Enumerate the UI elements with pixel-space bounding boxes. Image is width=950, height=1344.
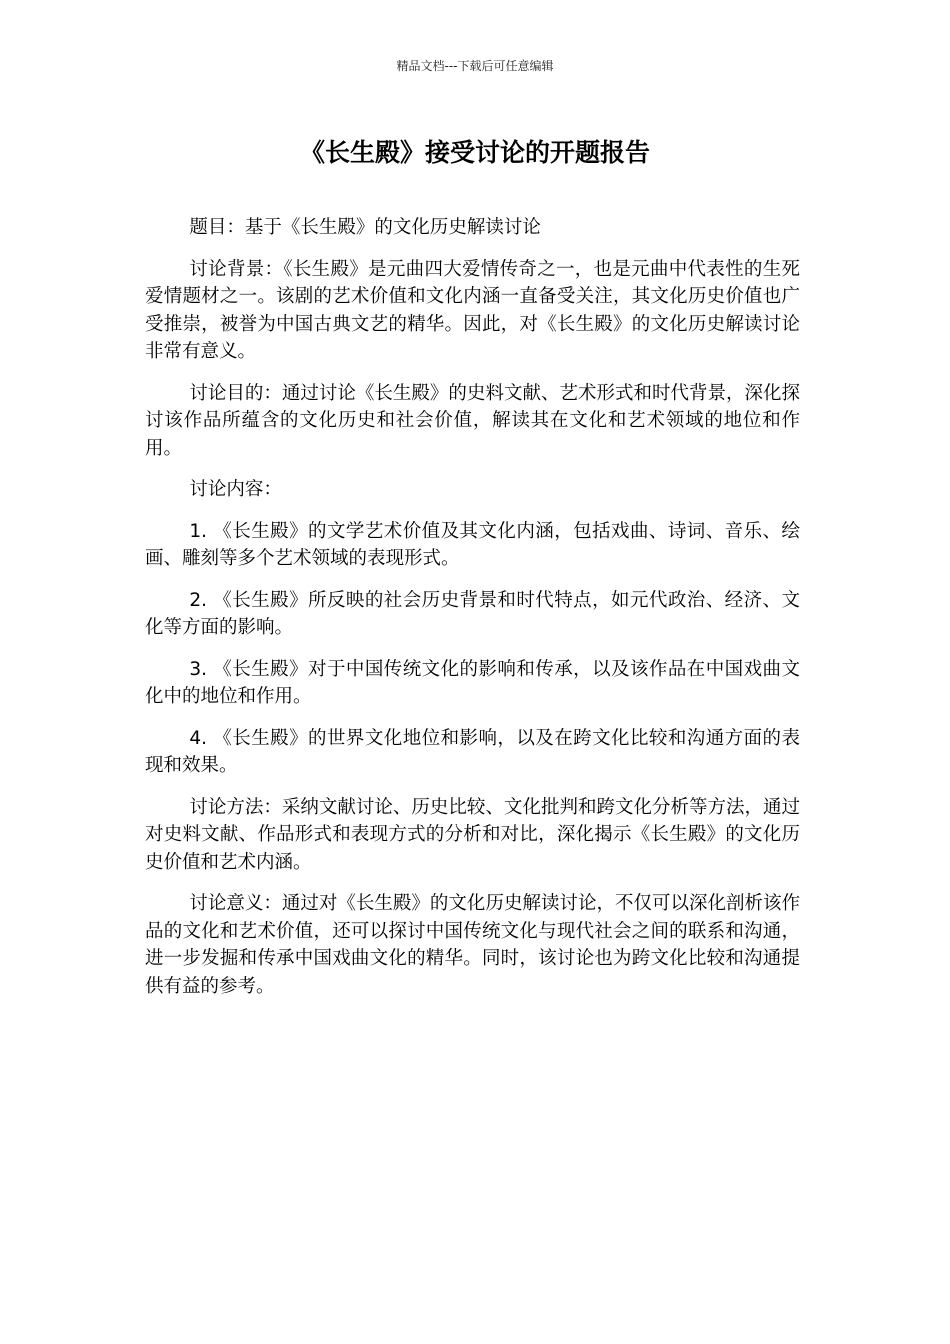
paragraph-content-item-3: 3. 《长生殿》对于中国传统文化的影响和传承，以及该作品在中国戏曲文化中的地位和作用。 [145,658,800,707]
paragraph-content-item-1: 1. 《长生殿》的文学艺术价值及其文化内涵，包括戏曲、诗词、音乐、绘画、雕刻等多个艺术领域的表现形式。 [145,520,800,569]
paragraph-content-item-2: 2. 《长生殿》所反映的社会历史背景和时代特点，如元代政治、经济、文化等方面的影响。 [145,589,800,638]
paragraph-content-heading: 讨论内容： [189,479,282,500]
paragraph-content-item-4: 4. 《长生殿》的世界文化地位和影响，以及在跨文化比较和沟通方面的表现和效果。 [145,727,800,776]
paragraph-background: 讨论背景：《长生殿》是元曲四大爱情传奇之一，也是元曲中代表性的生死爱情题材之一。该剧的艺术价值和文化内涵一直备受关注，其文化历史价值也广受推崇，被誉为中国古典文艺的精华。因此，对《长生殿》的文化历史解读讨论非常有意义。 [145,258,800,362]
document-title: 《长生殿》接受讨论的开题报告 [299,138,650,167]
header-note: 精品文档---下载后可任意编辑 [396,59,554,73]
document-body [145,214,800,1014]
paragraph-purpose: 讨论目的：通过讨论《长生殿》的史料文献、艺术形式和时代背景，深化探讨该作品所蕴含的文化历史和社会价值，解读其在文化和艺术领域的地位和作用。 [145,382,800,459]
paragraph-method: 讨论方法：采纳文献讨论、历史比较、文化批判和跨文化分析等方法，通过对史料文献、作品形式和表现方式的分析和对比，深化揭示《长生殿》的文化历史价值和艺术内涵。 [145,796,800,873]
paragraph-topic: 题目：基于《长生殿》的文化历史解读讨论 [189,217,541,238]
paragraph-significance: 讨论意义：通过对《长生殿》的文化历史解读讨论，不仅可以深化剖析该作品的文化和艺术价值，还可以探讨中国传统文化与现代社会之间的联系和沟通，进一步发掘和传承中国戏曲文化的精华。同时，该讨论也为跨文化比较和沟通提供有益的参考。 [145,893,800,997]
